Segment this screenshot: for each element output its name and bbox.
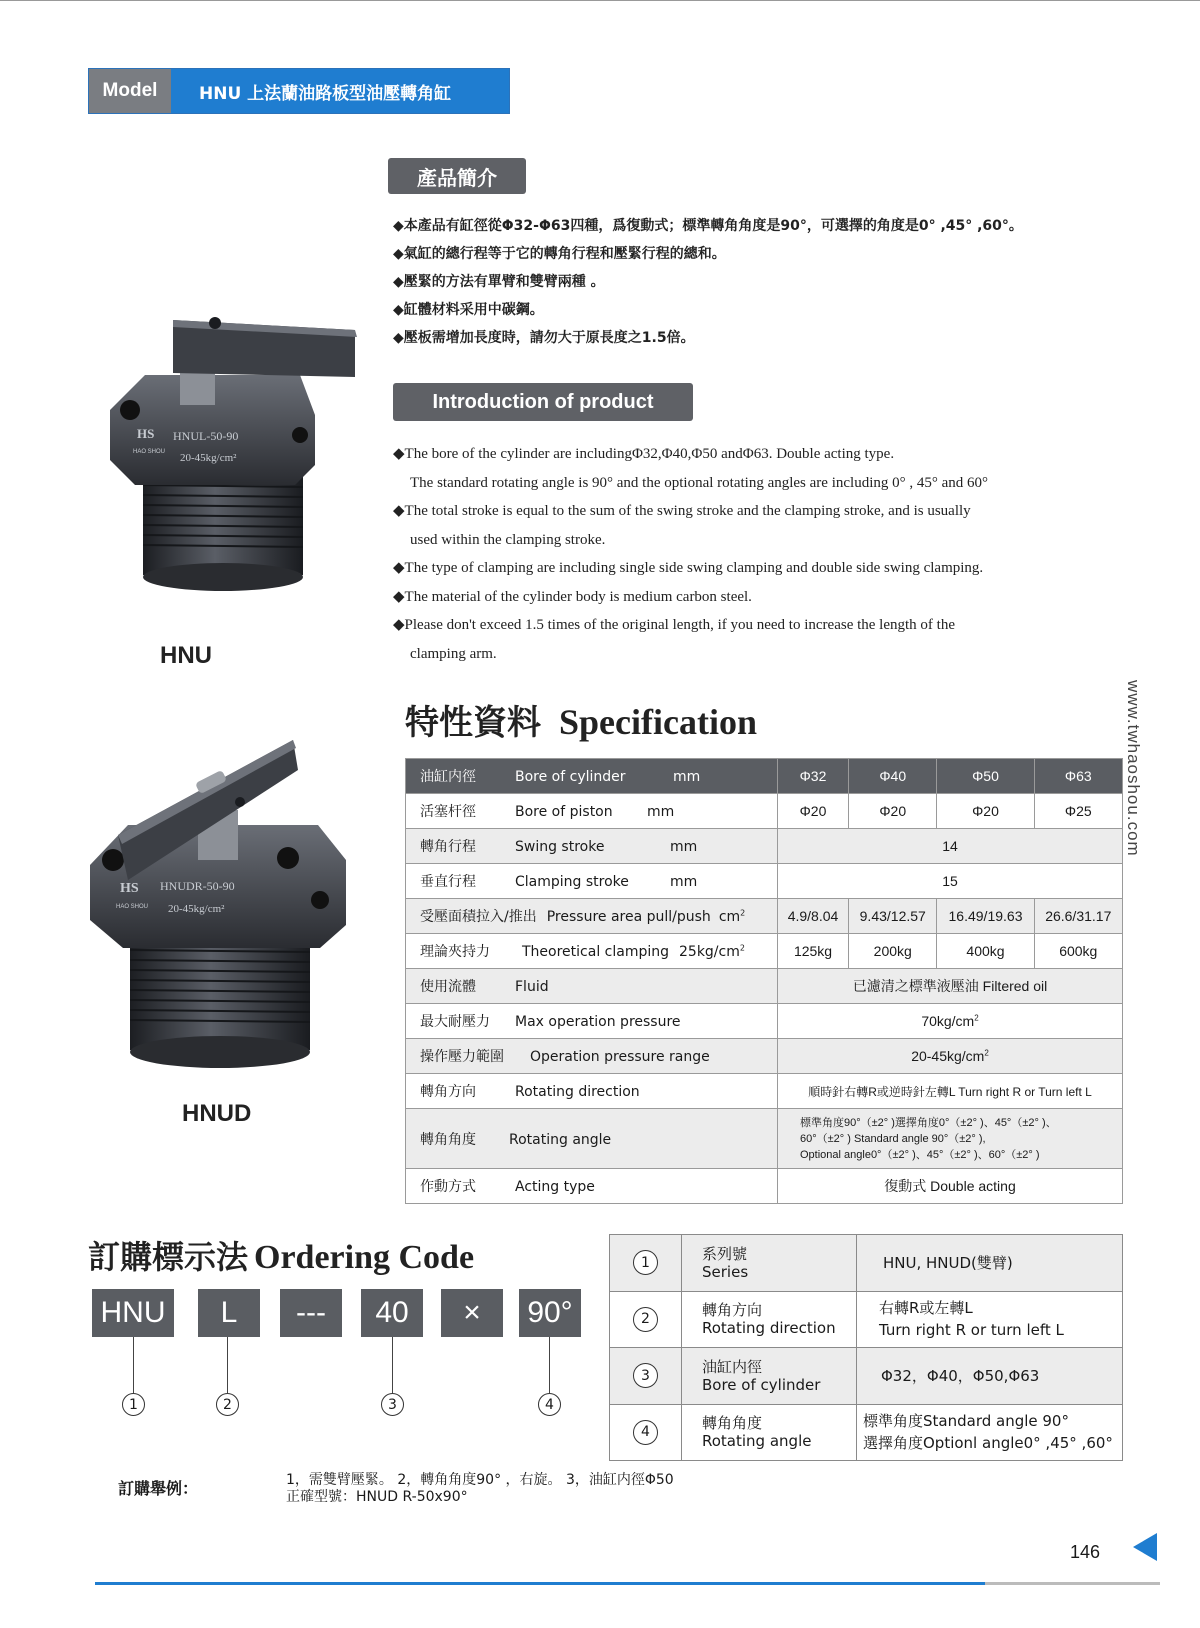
ordering-name-cn: 轉角角度 [702, 1414, 763, 1433]
spec-cell: 15 [778, 864, 1123, 899]
spec-cell: 400kg [937, 934, 1034, 969]
spec-cell: Φ50 [937, 759, 1034, 794]
spec-cell: 16.49/19.63 [937, 899, 1034, 934]
website-vertical: www.twhaoshou.com [1124, 680, 1143, 857]
spec-cell: 200kg [849, 934, 937, 969]
spec-label-cn: 作動方式 [420, 1179, 476, 1195]
code-direction: L [198, 1289, 260, 1337]
ordering-index [610, 1291, 682, 1348]
spec-value: 70kg/cm [921, 1013, 975, 1029]
code-bore: 40 [361, 1289, 423, 1337]
ordering-index-marker: 2 [633, 1307, 658, 1332]
spec-cell: Φ32 [778, 759, 849, 794]
ordering-index-marker: 3 [633, 1363, 658, 1388]
spec-cell: 已濾清之標準液壓油 Filtered oil [778, 969, 1123, 1004]
table-row [406, 1169, 1123, 1204]
spec-label-en: Bore of cylinder [515, 769, 626, 785]
spec-label-en: Rotating angle [509, 1131, 612, 1148]
ordering-value-line: 選擇角度Optionl angle0° ,45° ,60° [863, 1434, 1113, 1453]
spec-label-cn: 活塞杆徑 [420, 804, 476, 820]
ordering-index-marker: 4 [633, 1420, 658, 1445]
code-marker: 4 [538, 1393, 561, 1416]
ordering-name [682, 1348, 857, 1405]
hnu-plate-brand: HS [137, 426, 155, 441]
code-leader-line [133, 1337, 134, 1393]
spec-cell: Φ20 [937, 794, 1034, 829]
hnud-plate-pressure: 20-45kg/cm² [168, 903, 225, 915]
spec-label-en: Rotating direction [515, 1084, 640, 1100]
code-marker: 3 [381, 1393, 404, 1416]
spec-label [406, 794, 778, 829]
spec-unit: mm [670, 874, 698, 890]
ordering-index [610, 1348, 682, 1405]
spec-label-cn: 轉角方向 [420, 1084, 476, 1100]
intro-en-title: Introduction of product [393, 383, 693, 421]
spec-label-en: Theoretical clamping [522, 944, 669, 960]
example-line: 正確型號：HNUD R-50x90° [286, 1489, 468, 1505]
model-title: HNU 上法蘭油路板型油壓轉角缸 [171, 69, 509, 113]
code-leader-line [227, 1337, 228, 1393]
ordering-name-cn: 系列號 [702, 1244, 748, 1263]
spec-cell: Φ20 [778, 794, 849, 829]
spec-title [405, 695, 757, 744]
spec-label-en: Bore of piston [515, 804, 613, 820]
spec-value-line: Optional angle0°（±2° )、45°（±2° )、60°（±2° ) [800, 1148, 1040, 1161]
spec-label-en: Clamping stroke [515, 874, 629, 890]
ordering-index [610, 1404, 682, 1461]
spec-cell: Φ63 [1034, 759, 1122, 794]
ordering-value [857, 1291, 1123, 1348]
spec-cell: $70kg/cm^2$ [778, 1004, 1123, 1039]
spec-value-line: 60°（±2° ) Standard angle 90°（±2° ), [800, 1132, 986, 1145]
intro-cn-list [393, 212, 1133, 352]
intro-en-bullet: ◆The total stroke is equal to the sum of the swing stroke and the clamping stroke, and is usually [393, 503, 971, 519]
intro-cn-bullet: ◆氣缸的總行程等于它的轉角行程和壓緊行程的總和。 [393, 246, 726, 262]
ordering-value-line: Turn right R or turn left L [879, 1321, 1064, 1340]
intro-cn-bullet: ◆本產品有缸徑從Φ32-Φ63四種，爲復動式；標準轉角角度是90°，可選擇的角度是0° ,45° ,60°。 [393, 218, 1023, 234]
intro-cn-title: 產品簡介 [388, 158, 526, 194]
ordering-title-cn: 訂購標示法 [88, 1238, 249, 1276]
table-row [610, 1291, 1123, 1348]
spec-cell: $20-45kg/cm^2$ [778, 1039, 1123, 1074]
spec-label [406, 969, 778, 1004]
page-number: 146 [1070, 1542, 1101, 1562]
spec-value-line: 標準角度90°（±2° )選擇角度0°（±2° )、45°（±2° )、 [800, 1116, 1057, 1129]
spec-label [406, 1074, 778, 1109]
code-marker: 2 [216, 1393, 239, 1416]
spec-label-cn: 最大耐壓力 [420, 1014, 490, 1030]
hnu-label: HNU [160, 642, 212, 669]
spec-cell: Φ20 [849, 794, 937, 829]
ordering-index [610, 1235, 682, 1292]
hnu-product-image [105, 315, 375, 595]
table-row [406, 1109, 1123, 1169]
table-row [610, 1348, 1123, 1405]
code-series: HNU [92, 1289, 174, 1337]
ordering-name-en: Rotating direction [702, 1319, 836, 1338]
spec-label-en: Operation pressure range [530, 1049, 710, 1065]
spec-label: 受壓面積拉入/推出 Pressure area pull/push $cm^2$ [406, 899, 778, 934]
intro-en-bullet: ◆The bore of the cylinder are includingΦ32,Φ40,Φ50 andΦ63. Double acting type. [393, 446, 895, 462]
spec-label: 理論夾持力 Theoretical clamping $25kg/cm^2$ [406, 934, 778, 969]
table-row [406, 1039, 1123, 1074]
hnud-plate-brand: HS [120, 881, 139, 896]
spec-label [406, 1004, 778, 1039]
model-label: Model [89, 69, 171, 113]
spec-label [406, 864, 778, 899]
ordering-name [682, 1235, 857, 1292]
table-row [406, 759, 1123, 794]
intro-en-bullet-cont: The standard rotating angle is 90° and the optional rotating angles are including 0° , 45° and 60° [410, 474, 989, 491]
intro-en-list [393, 440, 1133, 668]
spec-cell [778, 1109, 1123, 1169]
spec-label-en: Pressure area pull/push [546, 909, 711, 925]
table-row [406, 1004, 1123, 1039]
table-row [610, 1404, 1123, 1461]
spec-cell: 順時針右轉R或逆時針左轉L Turn right R or Turn left L [778, 1074, 1123, 1109]
spec-label-en: Fluid [515, 979, 549, 995]
ordering-name-cn: 油缸内徑 [702, 1357, 763, 1376]
hnu-plate-pressure: 20-45kg/cm² [180, 452, 237, 464]
spec-label-cn: 垂直行程 [420, 874, 476, 890]
spec-label [406, 1169, 778, 1204]
code-leader-line [549, 1337, 550, 1393]
ordering-name [682, 1404, 857, 1461]
spec-cell: Φ25 [1034, 794, 1122, 829]
table-row [610, 1235, 1123, 1292]
ordering-value [857, 1235, 1123, 1292]
hnu-plate-model: HNUL-50-90 [173, 429, 239, 443]
code-angle: 90° [519, 1289, 581, 1337]
ordering-name [682, 1291, 857, 1348]
ordering-value-line: 標準角度Standard angle 90° [863, 1412, 1069, 1431]
table-row [406, 794, 1123, 829]
spec-cell: 復動式 Double acting [778, 1169, 1123, 1204]
spec-table [405, 758, 1123, 1204]
ordering-name-en: Rotating angle [702, 1432, 812, 1451]
spec-label-cn: 轉角角度 [420, 1131, 476, 1148]
top-rule [0, 0, 1200, 1]
example-label: 訂購舉例： [118, 1479, 199, 1498]
table-row [406, 934, 1123, 969]
code-separator: --- [280, 1289, 342, 1337]
footer-rule [95, 1582, 985, 1585]
spec-cell: Φ40 [849, 759, 937, 794]
model-header [88, 68, 510, 114]
spec-label-en: Max operation pressure [515, 1014, 681, 1030]
spec-title-cn: 特性資料 [405, 703, 541, 743]
spec-label [406, 1109, 778, 1169]
code-times: × [441, 1289, 503, 1337]
intro-cn-bullet: ◆缸體材料采用中碳鋼。 [393, 302, 544, 318]
table-row [406, 829, 1123, 864]
code-leader-line [392, 1337, 393, 1393]
table-row [406, 864, 1123, 899]
hnud-label: HNUD [182, 1100, 252, 1127]
ordering-name-cn: 轉角方向 [702, 1301, 763, 1320]
spec-cell: 26.6/31.17 [1034, 899, 1122, 934]
spec-cell: 4.9/8.04 [778, 899, 849, 934]
spec-label-cn: 轉角行程 [420, 839, 476, 855]
intro-en-bullet-cont: used within the clamping stroke. [410, 531, 606, 548]
spec-label-cn: 受壓面積拉入/推出 [420, 909, 537, 925]
hnud-plate-maker: HAO SHOU [116, 904, 149, 910]
example-line: 1，需雙臂壓緊。 2，轉角角度90° ，右旋。 3，油缸内徑Φ50 [286, 1472, 674, 1488]
spec-cell: 14 [778, 829, 1123, 864]
spec-label [406, 759, 778, 794]
spec-label-cn: 油缸内徑 [420, 769, 476, 785]
example-text [286, 1472, 674, 1506]
spec-cell: 125kg [778, 934, 849, 969]
spec-label-cn: 操作壓力範圍 [420, 1049, 504, 1065]
spec-unit: mm [673, 769, 701, 785]
spec-label-cn: 理論夾持力 [420, 944, 490, 960]
intro-en-bullet: ◆Please don't exceed 1.5 times of the original length, if you need to increase the length of the [393, 617, 955, 633]
spec-label-en: Swing stroke [515, 839, 605, 855]
spec-cell: 600kg [1034, 934, 1122, 969]
code-marker: 1 [122, 1393, 145, 1416]
ordering-value [857, 1404, 1123, 1461]
page-arrow-icon [1133, 1533, 1157, 1561]
intro-en-bullet: ◆The material of the cylinder body is medium carbon steel. [393, 588, 752, 605]
table-row [406, 1074, 1123, 1109]
hnud-plate-model: HNUDR-50-90 [160, 879, 235, 893]
intro-cn-bullet: ◆壓板需增加長度時，請勿大于原長度之1.5倍。 [393, 330, 695, 346]
spec-unit: mm [670, 839, 698, 855]
spec-unit: mm [647, 804, 675, 820]
ordering-value-line: HNU, HNUD(雙臂) [883, 1253, 1013, 1272]
hnud-product-image [88, 740, 358, 1085]
spec-label [406, 829, 778, 864]
table-row [406, 969, 1123, 1004]
ordering-title [88, 1232, 474, 1278]
ordering-index-marker: 1 [633, 1250, 658, 1275]
spec-unit: cm [718, 909, 741, 925]
ordering-value [857, 1348, 1123, 1405]
ordering-name-en: Series [702, 1262, 749, 1281]
spec-cell: 9.43/12.57 [849, 899, 937, 934]
spec-title-en: Specification [559, 702, 757, 742]
intro-en-bullet-cont: clamping arm. [410, 645, 497, 662]
ordering-value-line: Φ32，Φ40，Φ50,Φ63 [881, 1366, 1040, 1385]
spec-label-en: Acting type [515, 1179, 595, 1195]
footer-rule-end [985, 1582, 1160, 1585]
spec-value: 20-45kg/cm [911, 1048, 985, 1064]
ordering-name-en: Bore of cylinder [702, 1375, 821, 1394]
hnu-plate-maker: HAO SHOU [133, 449, 166, 455]
intro-en-bullet: ◆The type of clamping are including single side swing clamping and double side swing clamping. [393, 560, 984, 576]
spec-label [406, 1039, 778, 1074]
spec-unit: 25kg/cm [679, 944, 740, 960]
spec-label-cn: 使用流體 [420, 979, 476, 995]
ordering-value-line: 右轉R或左轉L [879, 1299, 973, 1318]
ordering-title-en: Ordering Code [254, 1239, 475, 1276]
table-row [406, 899, 1123, 934]
intro-cn-bullet: ◆壓緊的方法有單臂和雙臂兩種 。 [393, 274, 605, 290]
ordering-table [609, 1234, 1123, 1461]
